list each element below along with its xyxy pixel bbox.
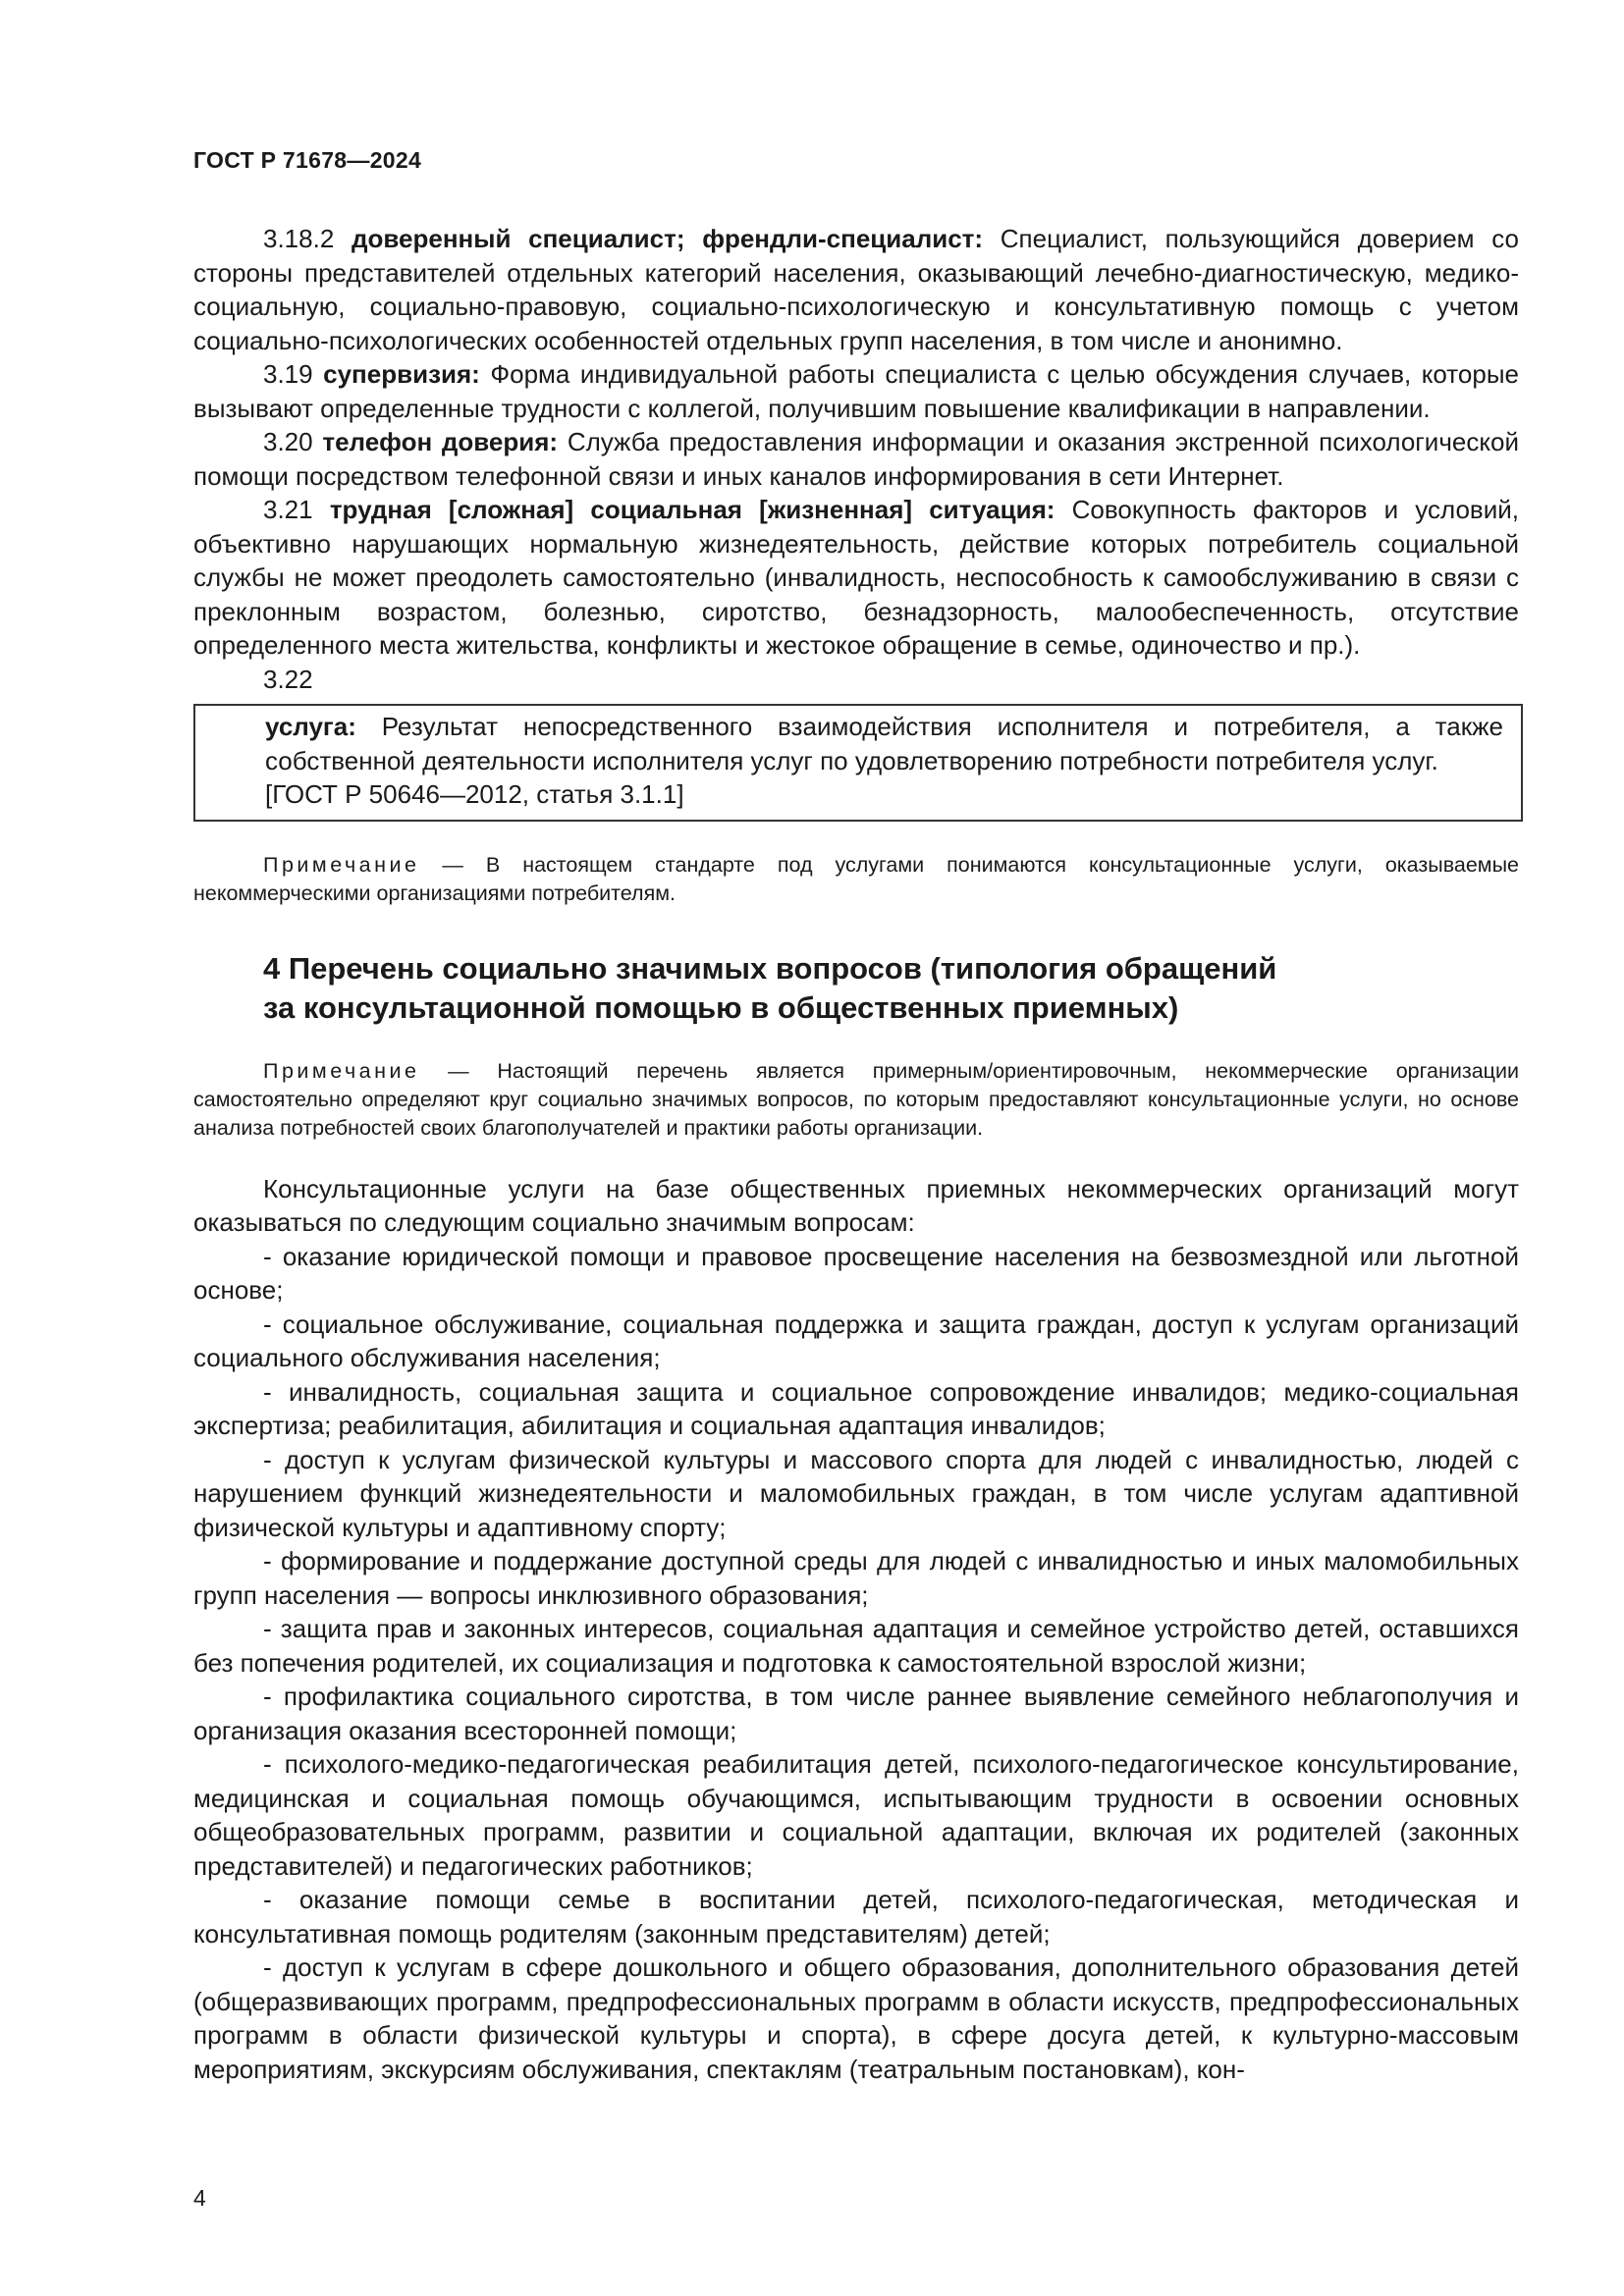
section-intro: Консультационные услуги на базе общественных приемных некоммерческих организаций могут оказываться по следующим социально значимым вопросам: — [193, 1173, 1519, 1237]
section-heading-line: за консультационной помощью в общественных приемных) — [263, 989, 1179, 1025]
list-item: - психолого-медико-педагогическая реабилитация детей, психолого-педагогическое консультирование, медицинская и социальная помощь обучающимся, испытывающим трудности в освоении основных общеобразовательных программ, развитии и социальной адаптации, включая их родителей (законных представителей) и педагогических работников; — [193, 1749, 1519, 1881]
definition-3-20 — [193, 425, 1519, 493]
note-text: — В настоящем стандарте под услугами понимаются консультационные услуги, оказываемые некоммерческими организациями потребителям. — [193, 852, 1519, 905]
document-body — [193, 222, 1519, 2086]
list-item: - формирование и поддержание доступной среды для людей с инвалидностью и иных маломобильных групп населения — вопросы инклюзивного образования; — [193, 1546, 1519, 1610]
list-item: - инвалидность, социальная защита и социальное сопровождение инвалидов; медико-социальная экспертиза; реабилитация, абилитация и социальная адаптация инвалидов; — [193, 1376, 1519, 1440]
definition-3-18-2 — [193, 222, 1519, 357]
definition-number: 3.20 — [263, 427, 313, 456]
section-heading-line: 4 Перечень социально значимых вопросов (типология обращений — [263, 950, 1277, 986]
list-item: - социальное обслуживание, социальная поддержка и защита граждан, доступ к услугам организаций социального обслуживания населения; — [193, 1308, 1519, 1372]
definition-number: 3.19 — [263, 359, 313, 389]
list-item: - оказание помощи семье в воспитании детей, психолого-педагогическая, методическая и консультативная помощь родителям (законным представителям) детей; — [193, 1885, 1519, 1949]
list-item: - профилактика социального сиротства, в том числе раннее выявление семейного неблагополучия и организация оказания всесторонней помощи; — [193, 1682, 1519, 1745]
list-item: - доступ к услугам в сфере дошкольного и общего образования, дополнительного образования детей (общеразвивающих программ, предпрофессиональных программ в области искусств, предпрофессиональных программ в области физической культуры и спорта), в сфере досуга детей, к культурно-массовым мероприятиям, экскурсиям обслуживания, спектаклям (театральным постановкам), кон- — [193, 1952, 1519, 2084]
definition-term: услуга: — [265, 712, 356, 741]
section-4-heading — [263, 949, 1519, 1028]
list-item: - оказание юридической помощи и правовое просвещение населения на безвозмездной или льготной основе; — [193, 1241, 1519, 1305]
document-code-header: ГОСТ Р 71678—2024 — [193, 147, 422, 173]
note-2 — [193, 1057, 1519, 1143]
note-label: Примечание — [263, 1058, 420, 1083]
definition-number: 3.21 — [263, 495, 313, 524]
page-number: 4 — [193, 2185, 206, 2211]
definition-term: доверенный специалист; френдли-специалист: — [352, 224, 984, 253]
definition-text: Совокупность факторов и условий, объективно нарушающих нормальную жизнедеятельность, действие которых потребитель социальной службы не может преодолеть самостоятельно (инвалидность, неспособность к самообслуживанию в связи с преклонным возрастом, болезнью, сиротство, безнадзорность, малообеспеченность, отсутствие определенного места жительства, конфликты и жестокое обращение в семье, одиночество и пр.). — [193, 495, 1519, 660]
definition-3-19 — [193, 357, 1519, 425]
boxed-definition — [265, 710, 1503, 777]
list-item: - защита прав и законных интересов, социальная адаптация и семейное устройство детей, оставшихся без попечения родителей, их социализация и подготовка к самостоятельной взрослой жизни; — [193, 1614, 1519, 1678]
definition-term: трудная [сложная] социальная [жизненная] ситуация: — [329, 495, 1056, 524]
definition-number: 3.18.2 — [263, 224, 335, 253]
note-text: — Настоящий перечень является примерным/ориентировочным, некоммерческие организации самостоятельно определяют круг социально значимых вопросов, по которым предоставляют консультационные услуги, но основе анализа потребностей своих благополучателей и практики работы организации. — [193, 1058, 1519, 1140]
definition-text: Служба предоставления информации и оказания экстренной психологической помощи посредством телефонной связи и иных каналов информирования в сети Интернет. — [193, 427, 1519, 491]
definition-text: Результат непосредственного взаимодействия исполнителя и потребителя, а также собственной деятельности исполнителя услуг по удовлетворению потребности потребителя услуг. — [265, 712, 1503, 775]
definition-source: [ГОСТ Р 50646—2012, статья 3.1.1] — [265, 779, 684, 809]
list-item: - доступ к услугам физической культуры и массового спорта для людей с инвалидностью, людей с нарушением функций жизнедеятельности и маломобильных граждан, в том числе услугам адаптивной физической культуры и адаптивному спорту; — [193, 1444, 1519, 1542]
definition-text: Форма индивидуальной работы специалиста с целью обсуждения случаев, которые вызывают определенные трудности с коллегой, получившим повышение квалификации в направлении. — [193, 359, 1519, 423]
note-label: Примечание — [263, 852, 420, 877]
definition-term: супервизия: — [323, 359, 480, 389]
definition-text: Специалист, пользующийся доверием со стороны представителей отдельных категорий населения, оказывающий лечебно-диагностическую, медико-социальную, социально-правовую, социально-психологическую и консультативную помощь с учетом социально-психологических особенностей отдельных групп населения, в том числе и анонимно. — [193, 224, 1519, 355]
definition-3-22-number: 3.22 — [263, 664, 313, 694]
definition-term: телефон доверия: — [322, 427, 559, 456]
definition-3-21 — [193, 493, 1519, 663]
referenced-definition-box — [193, 704, 1523, 822]
note-1 — [193, 851, 1519, 908]
